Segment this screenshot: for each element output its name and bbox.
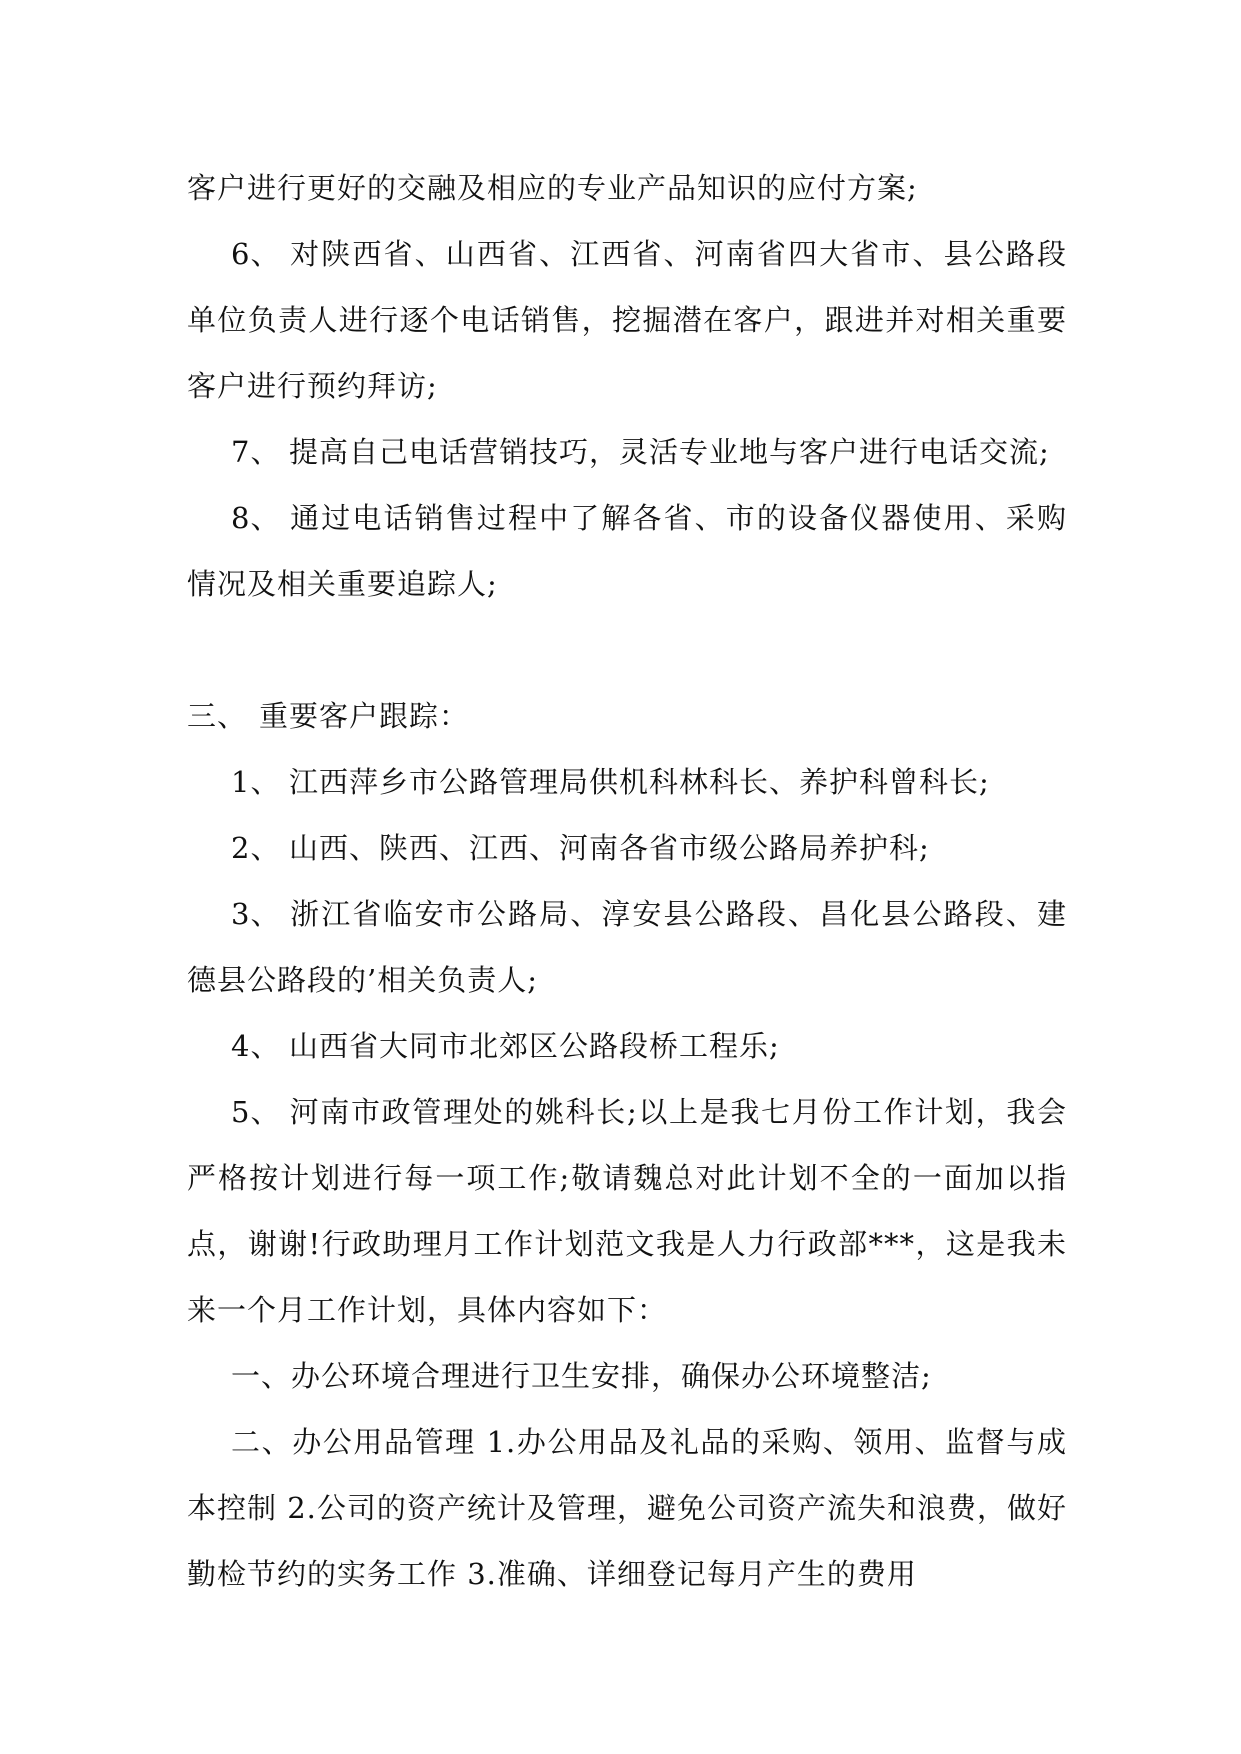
list-item-6 [187,221,1067,419]
list-item-text: 河南市政管理处的姚科长;以上是我七月份工作计划，我会严格按计划进行每一项工作;敬请魏总对此计划不全的一面加以指点，谢谢!行政助理月工作计划范文我是人力行政部***，这是我未来一个月工作计划，具体内容如下： [187,1095,1067,1327]
list-number: 4、 [231,1029,281,1063]
list-number: 8、 [231,501,281,535]
plan-item-2: 二、办公用品管理 1.办公用品及礼品的采购、领用、监督与成本控制 2.公司的资产统计及管理，避免公司资产流失和浪费，做好勤检节约的实务工作 3.准确、详细登记每月产生的费用 [187,1425,1067,1591]
list-item-text: 山西省大同市北郊区公路段桥工程乐; [289,1029,780,1063]
list-number: 5、 [231,1095,281,1129]
list-number: 2、 [231,831,281,865]
list-item-text: 山西、陕西、江西、河南各省市级公路局养护科; [289,831,930,865]
list-item-8 [187,485,1067,617]
blank-line [187,617,1067,683]
list-number: 7、 [231,435,281,469]
client-item-1 [187,749,1067,815]
client-item-5 [187,1079,1067,1343]
list-item-text: 提高自己电话营销技巧，灵活专业地与客户进行电话交流; [289,435,1050,469]
paragraph-intro: 客户进行更好的交融及相应的专业产品知识的应付方案; [187,171,918,205]
plan-item-1: 一、办公环境合理进行卫生安排，确保办公环境整洁; [231,1359,932,1393]
list-item-text: 浙江省临安市公路局、淳安县公路段、昌化县公路段、建德县公路段的’相关负责人; [187,897,1067,997]
section-number: 三、 [187,699,248,733]
list-item-7 [187,419,1067,485]
list-item-text: 江西萍乡市公路管理局供机科林科长、养护科曾科长; [289,765,990,799]
list-item-text: 通过电话销售过程中了解各省、市的设备仪器使用、采购情况及相关重要追踪人; [187,501,1067,601]
list-number: 6、 [231,237,281,271]
section-heading [187,683,1067,749]
client-item-2 [187,815,1067,881]
document-body [187,155,1067,1607]
section-title: 重要客户跟踪： [259,699,470,733]
list-number: 1、 [231,765,281,799]
list-number: 3、 [231,897,281,931]
client-item-4 [187,1013,1067,1079]
list-item-text: 对陕西省、山西省、江西省、河南省四大省市、县公路段单位负责人进行逐个电话销售，挖掘潜在客户，跟进并对相关重要客户进行预约拜访; [187,237,1067,403]
client-item-3 [187,881,1067,1013]
